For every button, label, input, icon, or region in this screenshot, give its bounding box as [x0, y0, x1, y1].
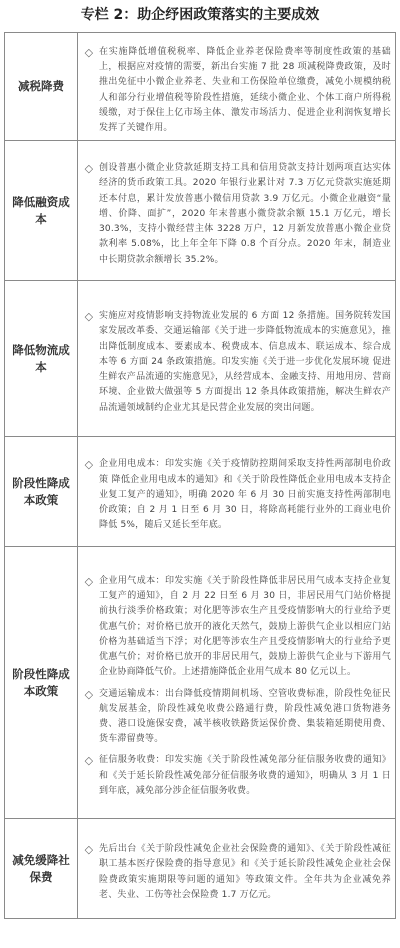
- row-content: [78, 819, 396, 919]
- paragraph-text: 创设普惠小微企业贷款延期支持工具和信用贷款支持计划两项直达实体经济的货币政策工具。2020 年银行业累计对 7.3 万亿元贷款实施延期还本付息，累计发放普惠小微信用贷款 3.9 万亿元。小微企业融资“量增、价降、面扩”，2020 年末普惠小微贷款余额 15.1 万亿元，增长 30.3%，支持小微经营主体 3228 万户，12 月新发放普惠小微企业贷款利率 5.08%，比上年全年下降 0.8 个百分点。2020 年末，制造业中长期贷款余额增长 35.2%。: [99, 163, 391, 265]
- diamond-bullet-icon: ◇: [84, 45, 94, 59]
- paragraph-text: 实施应对疫情影响支持物流业发展的 6 方面 12 条措施。国务院转发国家发展改革委、交通运输部《关于进一步降低物流成本的实施意见》，推出降低制度成本、要素成本、税费成本、信息成本、联运成本、综合成本等 6 方面 24 条政策措施。印发实施《关于进一步优化发展环境 促进生鲜农产品流通的实施意见》，从经营成本、金融支持、用地用房、营商环境、企业做大做强等 5 方面提出 12 条具体政策措施，解决生鲜农产品流通领域制约企业尤其是民营企业发展的突出问题。: [99, 311, 391, 413]
- page-title: 专栏 2：助企纾困政策落实的主要成效: [80, 7, 320, 23]
- row-content: [78, 141, 396, 281]
- list-item: [81, 161, 391, 267]
- diamond-bullet-icon: ◇: [84, 458, 94, 472]
- row-content: [78, 33, 396, 141]
- list-item: [81, 687, 391, 748]
- row-label: 减免缓降社保费: [5, 819, 78, 919]
- row-content: [78, 437, 396, 547]
- table-row: [5, 141, 396, 281]
- table-row: [5, 33, 396, 141]
- list-item: [81, 842, 391, 903]
- paragraph-text: 先后出台《关于阶段性减免企业社会保险费的通知》、《关于阶段性减征职工基本医疗保险费的指导意见》和《关于延长阶段性减免企业社会保险费政策实施期限等问题的通知》等政策文件。全年共为企业减免养老、失业、工伤等社会保险费 1.7 万亿元。: [99, 844, 391, 900]
- list-item: [81, 574, 391, 680]
- table-row: [5, 437, 396, 547]
- list-item: [81, 309, 391, 415]
- diamond-bullet-icon: ◇: [84, 162, 94, 176]
- paragraph-text: 在实施降低增值税税率、降低企业养老保险费率等制度性政策的基础上，根据应对疫情的需要，新出台实施 7 批 28 项减税降费政策，及时推出免征中小微企业养老、失业和工伤保险单位缴费，减免小规模纳税人和部分行业增值税等阶段性措施，延续小微企业、个体工商户所得税缓缴，对于保住上亿市场主体、激发市场活力、促进企业利润恢复增长发挥了关键作用。: [99, 46, 391, 133]
- diamond-bullet-icon: ◇: [84, 310, 94, 324]
- paragraph-text: 企业用电成本：印发实施《关于疫情防控期间采取支持性两部制电价政策 降低企业用电成本的通知》和《关于阶段性降低企业用电成本支持企业复工复产的通知》，明确 2020 年 6 月 30 日前实施支持性两部制电价政策；自 2 月 1 日至 6 月 30 日，将除高耗能行业外的工商业电价降低 5%，随后又延长至年底。: [99, 459, 391, 531]
- list-item: [81, 753, 391, 799]
- paragraph-text: 征信服务收费：印发实施《关于阶段性减免部分征信服务收费的通知》和《关于延长阶段性减免部分征信服务收费的通知》，明确从 3 月 1 日到年底，减免部分涉企征信服务收费。: [99, 755, 391, 796]
- table-row: [5, 281, 396, 437]
- row-label: 减税降费: [5, 33, 78, 141]
- row-content: [78, 281, 396, 437]
- list-item: [81, 457, 391, 533]
- diamond-bullet-icon: ◇: [84, 687, 94, 701]
- diamond-bullet-icon: ◇: [84, 843, 94, 857]
- row-label: 阶段性降成本政策: [5, 437, 78, 547]
- row-label: 降低物流成本: [5, 281, 78, 437]
- table-row: [5, 547, 396, 819]
- row-content: [78, 547, 396, 819]
- diamond-bullet-icon: ◇: [84, 754, 94, 768]
- list-item: [81, 45, 391, 136]
- row-label: 降低融资成本: [5, 141, 78, 281]
- table-row: [5, 819, 396, 919]
- diamond-bullet-icon: ◇: [84, 575, 94, 589]
- policy-table: [4, 32, 396, 919]
- paragraph-text: 企业用气成本：印发实施《关于阶段性降低非居民用气成本支持企业复工复产的通知》，自 2 月 22 日至 6 月 30 日，非居民用气门站价格提前执行淡季价格政策；对化肥等涉农生产且受疫情影响大的行业给予更优惠气价；对价格已放开的液化天然气，鼓励上游供气企业以相应门站价格为基础适当下浮；对化肥等涉农生产且受疫情影响大的行业给予更优惠气价；对价格已放开的非居民用气，鼓励上游供气企业与下游用气企业协商降低气价。上述措施降低企业用气成本 80 亿元以上。: [99, 576, 391, 678]
- paragraph-text: 交通运输成本：出台降低疫情期间机场、空管收费标准，阶段性免征民航发展基金，阶段性减免收费公路通行费，阶段性减免港口货物港务费、港口设施保安费，减半核收铁路货运保价费、集装箱延期使用费、货车滞留费等。: [99, 688, 391, 745]
- row-label: 阶段性降成本政策: [5, 547, 78, 819]
